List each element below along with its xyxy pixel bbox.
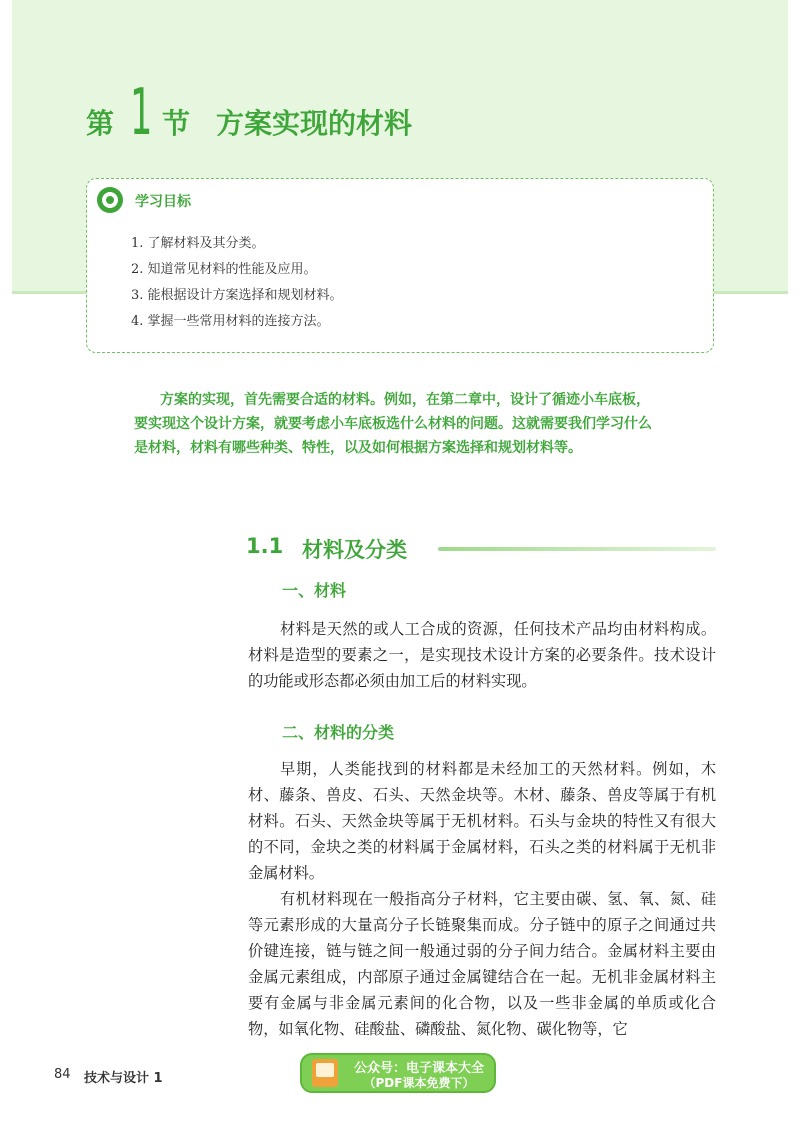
- section-rule: [438, 547, 716, 551]
- subsection1-body: [248, 616, 716, 694]
- watermark-line2: （PDF课本免费下）: [363, 1076, 475, 1090]
- subsection-title-classification: 二、材料的分类: [282, 723, 395, 742]
- book-logo-icon: [312, 1059, 338, 1087]
- section-heading: [246, 532, 716, 566]
- paragraph: 有机材料现在一般指高分子材料，它主要由碳、氢、氧、氮、硅等元素形成的大量高分子长链聚集而成。分子链中的原子之间通过共价键连接，链与链之间一般通过弱的分子间力结合。金属材料主要由金属元素组成，内部原子通过金属键结合在一起。无机非金属材料主要有金属与非金属元素间的化合物，以及一些非金属的单质或化合物，如氧化物、硅酸盐、磷酸盐、氮化物、碳化物等，它: [248, 890, 716, 1038]
- objective-item: 1. 了解材料及其分类。: [131, 236, 265, 251]
- target-icon: [97, 187, 123, 213]
- intro-paragraph: [134, 388, 694, 460]
- chapter-suffix: 节: [162, 107, 191, 140]
- objectives-list: [131, 231, 343, 335]
- intro-line: 是材料，材料有哪些种类、特性，以及如何根据方案选择和规划材料等。: [134, 440, 582, 456]
- intro-line: 方案的实现，首先需要合适的材料。例如，在第二章中，设计了循迹小车底板，: [160, 392, 650, 408]
- objectives-label: 学习目标: [135, 194, 191, 210]
- objective-item: 3. 能根据设计方案选择和规划材料。: [131, 288, 343, 303]
- paragraph: 早期，人类能找到的材料都是未经加工的天然材料。例如，木材、藤条、兽皮、石头、天然金块等。木材、藤条、兽皮等属于有机材料。石头、天然金块等属于无机材料。石头与金块的特性又有很大的不同，金块之类的材料属于金属材料，石头之类的材料属于无机非金属材料。: [248, 760, 716, 882]
- learning-objectives-box: [86, 178, 714, 353]
- objective-item: 4. 掌握一些常用材料的连接方法。: [131, 314, 330, 329]
- watermark-badge: [300, 1053, 496, 1093]
- page-number: 84: [54, 1067, 71, 1082]
- section-number: 1.1: [246, 534, 284, 558]
- chapter-heading: 方案实现的材料: [216, 107, 413, 140]
- chapter-number: 1: [130, 76, 153, 150]
- chapter-prefix: 第: [86, 107, 115, 140]
- subsection-title-materials: 一、材料: [282, 581, 347, 600]
- objective-item: 2. 知道常见材料的性能及应用。: [131, 262, 317, 277]
- section-title: 材料及分类: [302, 538, 407, 562]
- book-title: 技术与设计 1: [84, 1071, 163, 1086]
- intro-line: 要实现这个设计方案，就要考虑小车底板选什么材料的问题。这就需要我们学习什么: [134, 416, 652, 432]
- watermark-line1: 公众号：电子课本大全: [353, 1061, 484, 1076]
- subsection2-body: [248, 756, 716, 1042]
- paragraph: 材料是天然的或人工合成的资源，任何技术产品均由材料构成。材料是造型的要素之一，是实现技术设计方案的必要条件。技术设计的功能或形态都必须由加工后的材料实现。: [248, 620, 716, 690]
